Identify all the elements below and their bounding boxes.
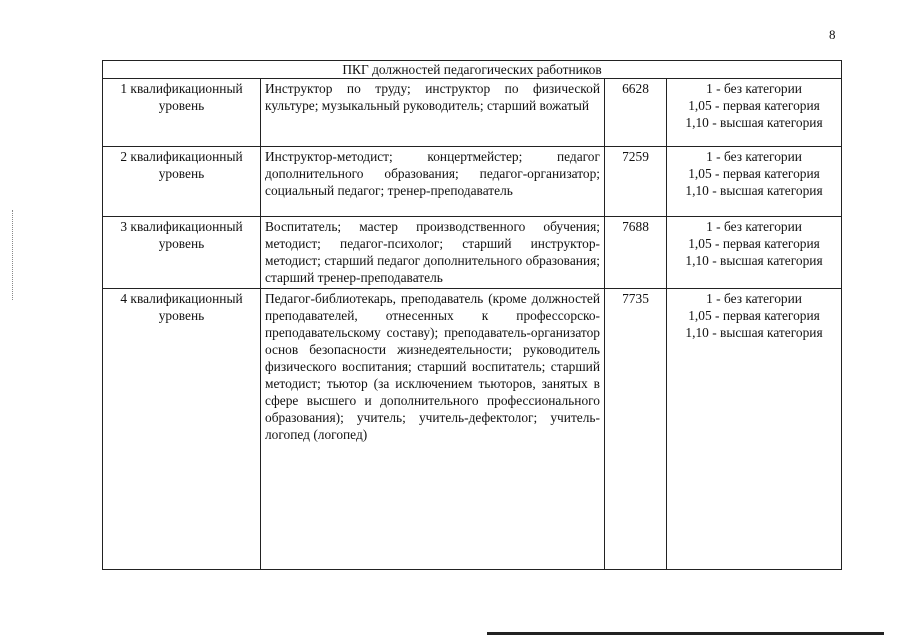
coefficient-line: 1,10 - высшая категория (685, 183, 823, 198)
coefficients-cell (667, 79, 842, 147)
coefficient-line: 1,05 - первая категория (688, 236, 820, 251)
salary-cell: 7688 (605, 217, 667, 289)
coefficient-line: 1,05 - первая категория (688, 98, 820, 113)
table-title: ПКГ должностей педагогических работников (103, 61, 842, 79)
pkg-table (102, 60, 842, 570)
coefficient-line: 1,05 - первая категория (688, 308, 820, 323)
coefficients-cell (667, 289, 842, 570)
positions-cell: Инструктор-методист; концертмейстер; педагог дополнительного образования; педагог-организатор; социальный педагог; тренер-преподаватель (261, 147, 605, 217)
positions-cell: Инструктор по труду; инструктор по физической культуре; музыкальный руководитель; старший вожатый (261, 79, 605, 147)
coefficients-cell (667, 217, 842, 289)
coefficient-line: 1,10 - высшая категория (685, 325, 823, 340)
coefficient-line: 1 - без категории (706, 291, 802, 306)
coefficient-line: 1,10 - высшая категория (685, 115, 823, 130)
coefficient-line: 1,10 - высшая категория (685, 253, 823, 268)
table-row (103, 289, 842, 570)
table-row (103, 217, 842, 289)
salary-cell: 7259 (605, 147, 667, 217)
level-cell: 4 квалификационный уровень (103, 289, 261, 570)
scan-margin-mark (12, 210, 14, 300)
salary-cell: 6628 (605, 79, 667, 147)
table-row (103, 147, 842, 217)
table-row (103, 79, 842, 147)
page-number: 8 (829, 27, 836, 42)
coefficient-line: 1 - без категории (706, 149, 802, 164)
coefficient-line: 1 - без категории (706, 219, 802, 234)
coefficient-line: 1,05 - первая категория (688, 166, 820, 181)
level-cell: 1 квалификационный уровень (103, 79, 261, 147)
salary-cell: 7735 (605, 289, 667, 570)
coefficients-cell (667, 147, 842, 217)
level-cell: 3 квалификационный уровень (103, 217, 261, 289)
level-cell: 2 квалификационный уровень (103, 147, 261, 217)
positions-cell: Воспитатель; мастер производственного обучения; методист; педагог-психолог; старший инструктор-методист; старший педагог дополнительного образования; старший тренер-преподаватель (261, 217, 605, 289)
positions-cell: Педагог-библиотекарь, преподаватель (кроме должностей преподавателей, отнесенных к профессорско-преподавательскому составу); преподаватель-организатор основ безопасности жизнедеятельности; руководитель физического воспитания; старший воспитатель; старший методист; тьютор (за исключением тьюторов, занятых в сфере высшего и дополнительного профессионального образования); учитель; учитель-дефектолог; учитель-логопед (логопед) (261, 289, 605, 570)
coefficient-line: 1 - без категории (706, 81, 802, 96)
scan-edge-line (487, 632, 884, 635)
table-header-row (103, 61, 842, 79)
